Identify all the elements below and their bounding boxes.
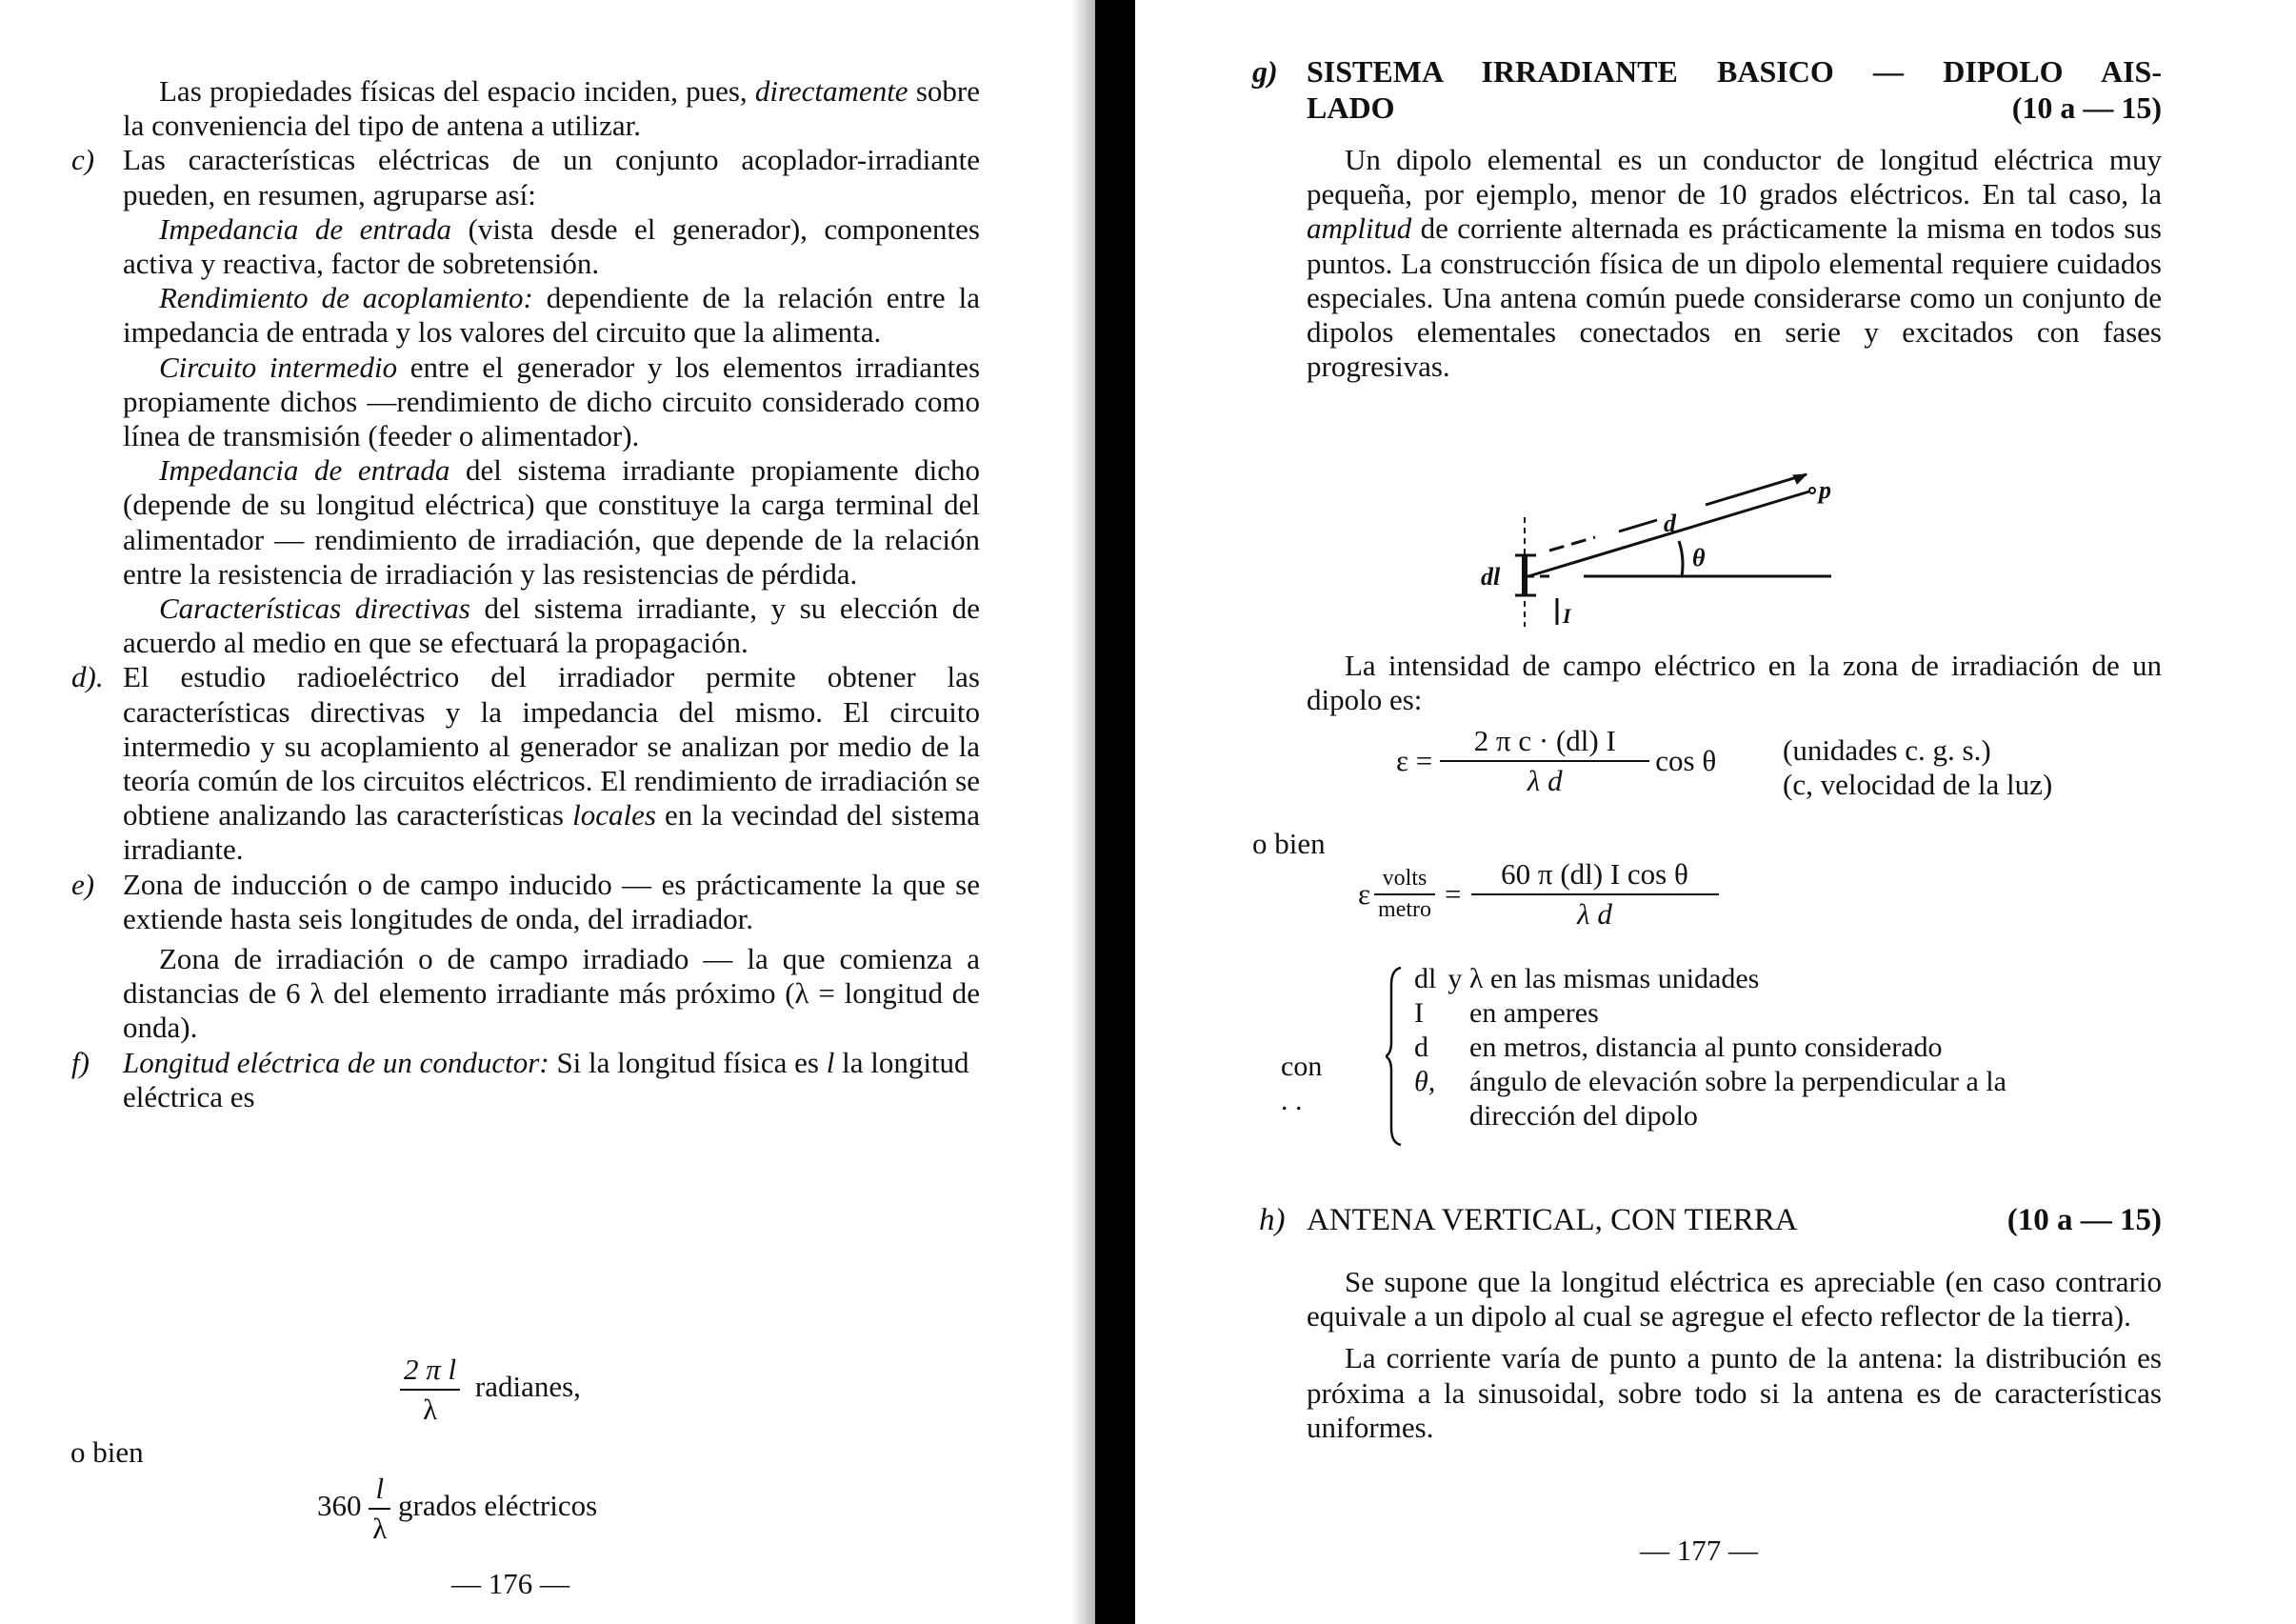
- dipole-paragraph: Un dipolo elemental es un conductor de longitud eléctrica muy pequeña, por ejemplo, menor de 10 grados eléctricos. En tal caso, la amplitud de corriente alternada es prácticamente la misma en todos sus puntos. La construcción física de un dipolo elemental requiere cuidados especiales. Una antena común puede considerarse como un conjunto de dipolos elementales conectados en serie y excitados con fases progresivas.: [1307, 143, 2162, 384]
- sub-item: Rendimiento de acoplamiento: dependiente de la relación entre la impedancia de entrada y los valores del circuito que la alimenta.: [123, 281, 980, 350]
- sub-item: Circuito intermedio entre el generador y los elementos irradiantes propiamente dichos —rendimiento de dicho circuito considerado como línea de transmisión (feeder o alimentador).: [123, 350, 981, 453]
- formula-degrees: 360 $\frac{l}{\lambda}$ grados eléctricos: [317, 1472, 598, 1545]
- equation-2: ε $\frac{\text{volts}}{\text{metro}}$ = $\frac{\text{60 π (dl) I cos θ}}{\text{λ d}}$: [1358, 857, 1719, 932]
- section-h-heading: h) ANTENA VERTICAL, CON TIERRA (10 a — 15): [1259, 1203, 2162, 1237]
- item-d: d). El estudio radioeléctrico del irradiador permite obtener las características directivas y la impedancia del mismo. El circuito intermedio y su acoplamiento al generador se analizan por medio de la teoría común de los circuitos eléctricos. El rendimiento de irradiación se obtiene analizando las características locales en la vecindad del sistema irradiante.: [71, 660, 980, 867]
- diagram-label-I: I: [1563, 604, 1571, 627]
- con-label: con . .: [1281, 1051, 1323, 1116]
- section-g: [1252, 53, 2162, 384]
- section-h-paragraph-1: Se supone que la longitud eléctrica es apreciable (en caso contrario equivale a un dipolo al cual se agregue el efecto reflector de la tierra).: [1307, 1265, 2162, 1333]
- sub-item: Características directivas del sistema irradiante, y su elección de acuerdo al medio en que se efectuará la propagación.: [123, 591, 980, 660]
- item-label-e: e): [71, 867, 95, 901]
- condition-row: I en amperes: [1414, 997, 1599, 1029]
- sub-item: Impedancia de entrada del sistema irradiante propiamente dicho (depende de su longitud eléctrica) que constituye la carga terminal del alimentador — rendimiento de irradiación, que depende de la relación entre la resistencia de irradiación y las resistencias de pérdida.: [123, 453, 980, 591]
- section-label-g: g): [1252, 54, 1278, 89]
- condition-row: dirección del dipolo: [1469, 1100, 1698, 1132]
- left-page-text: [71, 74, 981, 1114]
- intro-paragraph: Las propiedades físicas del espacio inciden, pues, directamente sobre la conveniencia del tipo de antena a utilizar.: [123, 74, 980, 143]
- page-number-right: — 177 —: [1640, 1534, 1758, 1567]
- diagram-label-d: d: [1664, 510, 1676, 537]
- curly-brace-icon: [1386, 966, 1403, 1147]
- item-label-f: f): [71, 1045, 90, 1079]
- condition-row: d en metros, distancia al punto considerado: [1414, 1032, 1943, 1063]
- theta-arc: [1679, 541, 1683, 576]
- item-label-d: d).: [71, 660, 104, 694]
- diagram-label-p: p: [1819, 476, 1831, 504]
- distance-arrow-left: [1549, 537, 1595, 551]
- section-g-heading: g) SISTEMA IRRADIANTE BASICO — DIPOLO AIS- LADO (10 a — 15): [1252, 54, 2162, 125]
- page-number-left: — 176 —: [451, 1567, 569, 1600]
- sub-item: Impedancia de entrada (vista desde el generador), componentes activa y reactiva, factor de sobretensión.: [123, 211, 980, 281]
- point-p: [1809, 488, 1815, 493]
- distance-arrow-right: [1706, 474, 1807, 505]
- diagram-label-dl: dl: [1481, 563, 1501, 591]
- section-h-paragraph-2: La corriente varía de punto a punto de la antena: la distribución es próxima a la sinusoidal, sobre todo si la antena es de características uniformes.: [1307, 1341, 2162, 1444]
- section-h-range: (10 a — 15): [2007, 1203, 2162, 1237]
- field-intro: La intensidad de campo eléctrico en la zona de irradiación de un dipolo es:: [1307, 649, 2162, 717]
- formula-radians: $\frac{\text{2 π l}}{\lambda}$ radianes,: [400, 1353, 581, 1427]
- book-gutter: [1095, 0, 1135, 1624]
- diagram-label-theta: θ: [1692, 544, 1706, 571]
- item-label-c: c): [71, 143, 95, 177]
- dipole-diagram: [1481, 465, 1862, 627]
- item-c: c) Las características eléctricas de un conjunto acoplador-irradiante pueden, en resumen, agruparse así: Impedancia de entrada (vista desde el generador), componentes activa y reactiva, factor de sobretensión. Rendimiento de acoplamiento: dependiente de la relación entre la impedancia de entrada y los valores del circuito que la alimenta. Circuito intermedio entre el generador y los elementos irradiantes propiamente dichos —rendimiento de dicho circuito considerado como línea de transmisión (feeder o alimentador). Impedancia de entrada del sistema irradiante propiamente dicho (depende de su longitud eléctrica) que constituye la carga terminal del alimentador — rendimiento de irradiación, que depende de la relación entre la resistencia de irradiación y las resistencias de pérdida. Características directivas del sistema irradiante, y su elección de acuerdo al medio en que se efectuará la propagación.: [71, 143, 981, 660]
- item-f: f) Longitud eléctrica de un conductor: Si la longitud física es l la longitud eléctrica es: [71, 1045, 969, 1113]
- o-bien-right: o bien: [1252, 827, 1326, 860]
- item-e: e) Zona de inducción o de campo inducido — es prácticamente la que se extiende hasta seis longitudes de onda, del irradiador. Zona de irradiación o de campo irradiado — la que comienza a distancias de 6 λ del elemento irradiante más próximo (λ = longitud de onda).: [71, 867, 980, 1045]
- equation-1-notes: (unidades c. g. s.) (c, velocidad de la luz): [1783, 733, 2053, 801]
- section-g-range: (10 a — 15): [2011, 90, 2162, 125]
- condition-row: θ, ángulo de elevación sobre la perpendicular a la: [1414, 1066, 2007, 1097]
- conditions-list: [1414, 962, 2176, 1133]
- equation-1: ε = $\frac{\text{2 π c · (dl) I}}{\text{λ d}}$ cos θ: [1396, 724, 1717, 797]
- o-bien-left: o bien: [70, 1435, 144, 1469]
- section-label-h: h): [1259, 1203, 1286, 1237]
- condition-row: dl y λ en las mismas unidades: [1414, 963, 1760, 994]
- section-h: [1259, 1202, 2162, 1445]
